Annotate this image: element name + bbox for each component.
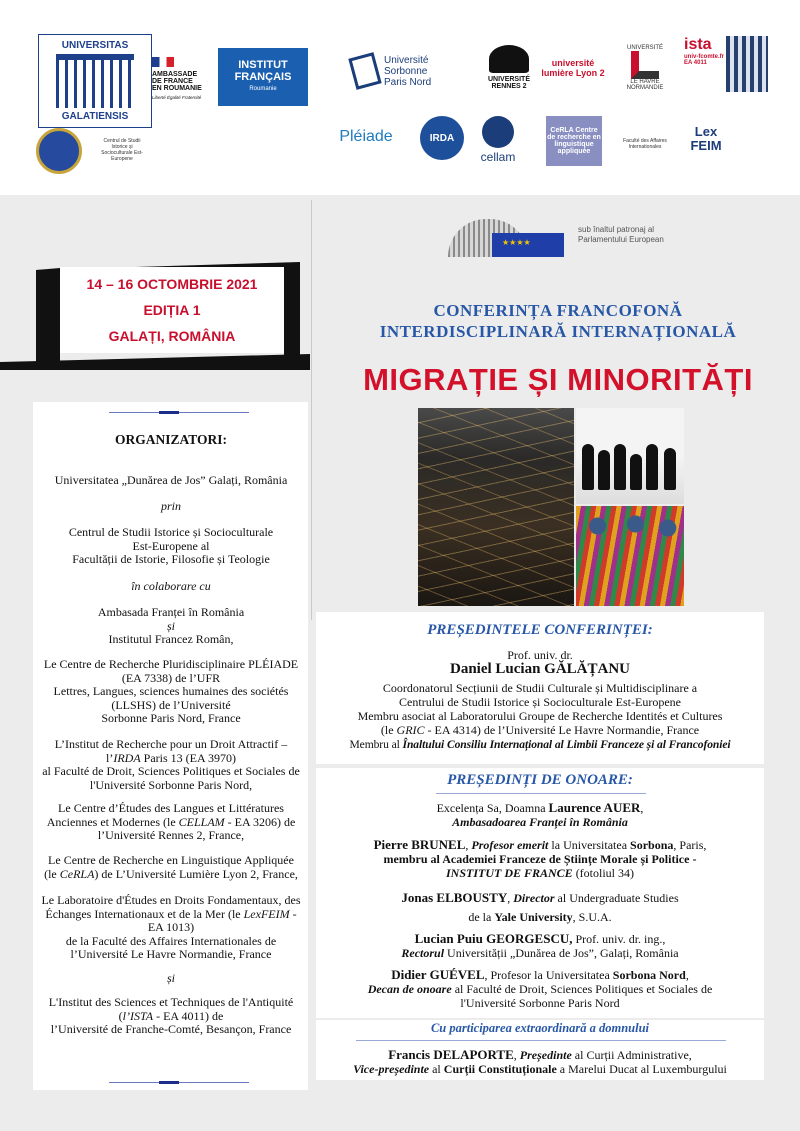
participation-delaporte: Francis DELAPORTE, Președinte al Curții Administrative, Vice-președinte al Curții Constituționale a Marelui Ducat al Luxemburgului [353,1047,727,1076]
organizer-university: Universitatea „Dunărea de Jos” Galați, România [54,473,288,487]
honorary-georgescu: Lucian Puiu GEORGESCU, Prof. univ. dr. ing., Rectorul Universității „Dunărea de Jos”, Galați, România [401,931,679,960]
divider [109,1082,249,1083]
organizers-heading: ORGANIZATORI: [114,432,227,447]
rennes-mark-icon [489,45,529,73]
irda-logo: IRDA [420,116,464,160]
migrants-silhouette-image [576,408,684,504]
eu-flag-icon [492,233,564,257]
rennes2-logo: UNIVERSITÉ RENNES 2 [484,38,534,96]
cellam-logo: cellam [470,112,526,168]
lexfeim-logo: Lex FEIM [690,124,722,153]
organizers-panel: ORGANIZATORI: Universitatea „Dunărea de Jos” Galați, România prin Centrul de Studii Istorice și Socioculturale Est-Europene al Facultății de Istorie, Filosofie și Teologie în colaborare cu Ambasada Franței în România și Institutul Francez Român, Le Centre de Recherche Pluridisciplinaire PLÉIADE (EA 7338) de l’UFR Lettres, Langues, sciences humaines des sociétés (LLSHS) de l’Université Sorbonne Paris Nord, France L’Institut de Recherche pour un Droit Attractif – l’IRDA Paris 13 (EA 3970) al Faculté de Droit, Sciences Politiques et Sociales de l'Université Sorbonne Paris Nord, Le Centre d’Études des Langues et Littératures Anciennes et Modernes (le CELLAM - EA 3206) de l’Université Rennes 2, France, Le Centre de Recherche en Linguistique Appliquée (le CeRLA) de L’Université Lumière Lyon 2, France, Le Laboratoire d'Études en Droits Fondamentaux, des Échanges Internationaux et de la Mer (le LexFEIM - EA 1013) de la Faculté des Affaires Internationales de l’Université Le Havre Normandie, France și L'Institut des Sciences et Techniques de l'Antiquité (l’ISTA - EA 4011) de l’Université de Franche-Comté, Besançon, France [33,402,308,1090]
ista-logo: ista univ-fcomte.fr EA 4011 [684,36,768,100]
column-divider [311,200,312,620]
european-parliament-logo: ★ ★ ★ ★ sub înaltul patronaj al Parlamentului European [448,215,668,259]
institut-francais-logo: INSTITUT FRANÇAIS Roumanie [218,48,308,106]
organizer-irda: L’Institut de Recherche pour un Droit Attractif – l’IRDA Paris 13 (EA 3970) al Faculté de Droit, Sciences Politiques et Sociales de l'Université Sorbonne Paris Nord, [42,737,300,792]
participation-heading: Cu participarea extraordinară a domnului [430,1021,650,1035]
havre-mark-icon [631,51,659,79]
honorary-elbousty: Jonas ELBOUSTY, Director al Undergraduate Studies de la Yale University, S.U.A. [401,890,679,924]
organizer-ista: L'Institut des Sciences et Techniques de l'Antiquité (l’ISTA - EA 4011) de l’Université de Franche-Comté, Besançon, France [48,995,294,1037]
faculte-affaires-internationales-logo: Faculté des Affaires Internationales [623,138,667,150]
honorary-auer: Excelența Sa, Doamna Laurence AUER, Ambasadoarea Franței în România [436,800,644,829]
organizer-ambasada: Ambasada Franței în România și Institutul Francez Român, [97,605,245,647]
centrul-studii-logo: Centrul de Studii Istorice și Socioculturale Est-Europene [101,138,143,162]
honorary-guevel: Didier GUÉVEL, Profesor la Universitatea Sorbona Nord, Decan de onoare al Faculté de Droit, Sciences Politiques et Sociales de l'Université Sorbonne Paris Nord [367,967,713,1010]
president-heading: PREȘEDINTELE CONFERINȚEI: [427,622,653,638]
honorary-brunel: Pierre BRUNEL, Profesor emerit la Universitatea Sorbona, Paris, membru al Academiei Franceze de Științe Morale și Politice - INSTITUT DE FRANCE (fotoliul 34) [373,837,707,880]
logo-band [0,0,800,195]
event-location: GALAȚI, ROMÂNIA [108,328,236,344]
conference-type: CONFERINȚA FRANCOFONĂ INTERDISCIPLINARĂ INTERNAȚIONALĂ [379,301,737,341]
cerla-logo: CeRLA Centre de recherche en linguistique appliquée [546,116,602,166]
sorbonne-paris-nord-logo: Université Sorbonne Paris Nord [352,40,452,102]
conference-title: MIGRAȚIE ȘI MINORITĂȚI [363,362,753,397]
sorbonne-mark-icon [348,52,381,90]
organizer-centrul: Centrul de Studii Istorice și Socioculturale Est-Europene al Facultății de Istorie, Filosofie și Teologie [68,525,274,567]
dancers-art-image [576,506,684,606]
organizer-pleiade: Le Centre de Recherche Pluridisciplinaire PLÉIADE (EA 7338) de l’UFR Lettres, Langues, sciences humaines des sociétés (LLSHS) de l’Université Sorbonne Paris Nord, France [43,657,299,726]
ista-building-icon [726,36,768,92]
honorary-presidents-panel [316,768,764,1018]
lyon2-logo: université lumière Lyon 2 [541,58,605,78]
le-havre-logo: UNIVERSITÉ LE HAVRE NORMANDIE [626,45,664,91]
organizer-cellam: Le Centre d’Études des Langues et Littératures Anciennes et Modernes (le CELLAM - EA 3206) de l’Université Rennes 2, France, [46,801,296,843]
organizer-cerla: Le Centre de Recherche en Linguistique Appliquée (le CeRLA) de L’Université Lumière Lyon 2, France, [44,853,298,881]
president-name: Daniel Lucian GĂLĂȚANU [449,661,631,677]
french-flag-icon [152,57,174,67]
pleiade-logo: Pléiade [339,128,393,145]
event-edition: EDIȚIA 1 [143,302,201,318]
crowd-photo [418,408,574,606]
building-icon [56,54,134,108]
university-seal-logo [36,128,82,174]
participation-panel [316,1020,764,1080]
cellam-mark-icon [482,116,514,148]
divider [109,412,249,413]
event-date-box [60,267,284,353]
honorary-heading: PREȘEDINȚI DE ONOARE: [447,772,633,788]
president-panel: PREȘEDINTELE CONFERINȚEI: Prof. univ. dr. Daniel Lucian GĂLĂȚANU Coordonatorul Secțiunii de Studii Culturale și Multidisciplinare a Centrului de Studii Istorice și Socioculturale Est-Europene Membru asociat al Laboratorului Groupe de Recherche Identités et Cultures (le GRIC - EA 4314) de l’Université Le Havre Normandie, France Membru al Înaltului Consiliu Internațional al Limbii Franceze și al Francofoniei [316,612,764,764]
universitas-galatiensis-logo: UNIVERSITAS GALATIENSIS [38,34,152,128]
event-dates: 14 – 16 OCTOMBRIE 2021 [86,276,258,292]
organizer-lexfeim: Le Laboratoire d'Études en Droits Fondamentaux, des Échanges Internationaux et de la Mer (le LexFEIM - EA 1013) de la Faculté des Affaires Internationales de l’Université Le Havre Normandie, France [41,893,301,962]
ambassade-france-logo: AMBASSADE DE FRANCE EN ROUMANIE Liberté Égalité Fraternité [152,48,214,108]
